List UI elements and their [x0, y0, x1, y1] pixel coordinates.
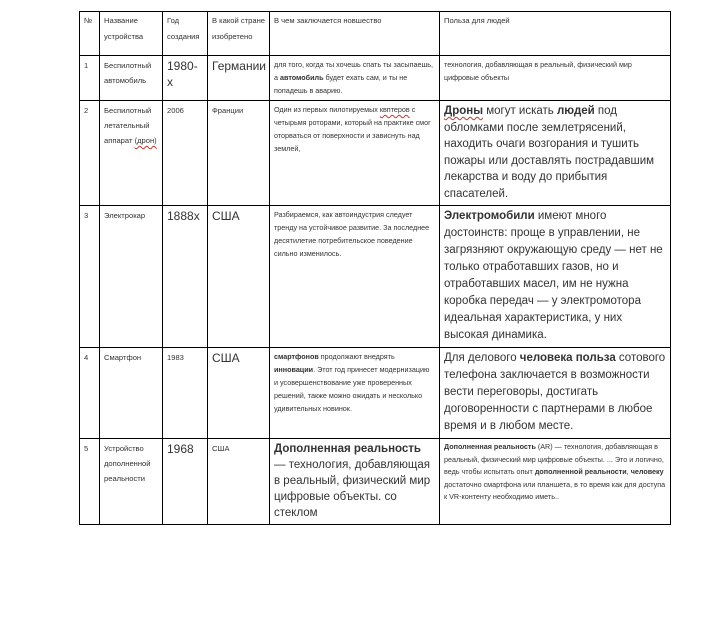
- row-number: 4: [80, 348, 100, 439]
- devices-table: [79, 11, 671, 525]
- novelty-misspelled: квптеров: [379, 105, 410, 114]
- country: Германии: [208, 56, 270, 101]
- benefit-part: имеют много достоинств: проще в управлении, не загрязняют окружающую среду — нет не только отработавших газов, но и отработавших масел, им не нужна коробка передач — у электромотора идеальная характеристика, у них высокая динамика.: [444, 210, 663, 341]
- benefit-text: технология, добавляющая в реальный, физический мир цифровые объекты: [440, 56, 671, 101]
- device-name-line: (дрон): [134, 136, 157, 145]
- header-benefit: Польза для людей: [440, 12, 671, 56]
- novelty-part: продолжают внедрять: [318, 352, 395, 361]
- creation-year: 1980-х: [163, 56, 208, 101]
- novelty-part: будет ехать сам, и ты не попадешь в аварию.: [274, 73, 408, 95]
- country: США: [208, 206, 270, 348]
- benefit-bold: людей: [556, 105, 595, 117]
- benefit-text: [440, 101, 671, 206]
- benefit-part: (AR) — технология, добавляющая в реальный, физический мир цифровые объекты. ... Это и логично, ведь чтобы испытать опыт: [444, 442, 664, 476]
- device-name: [100, 101, 163, 206]
- device-name: Смартфон: [100, 348, 163, 439]
- header-country: В какой стране изобретено: [208, 12, 270, 56]
- benefit-bold: дополненной реальности: [534, 467, 627, 476]
- row-number: 2: [80, 101, 100, 206]
- table-row: [80, 439, 671, 525]
- row-number: 1: [80, 56, 100, 101]
- novelty-bold: Дополненная реальность: [274, 443, 421, 455]
- creation-year: 1968: [163, 439, 208, 525]
- benefit-part: могут искать: [483, 105, 557, 117]
- benefit-text: [440, 439, 671, 525]
- header-device-name: Название устройства: [100, 12, 163, 56]
- benefit-text: [440, 348, 671, 439]
- device-name: Электрокар: [100, 206, 163, 348]
- benefit-text: [440, 206, 671, 348]
- benefit-bold: человека польза: [519, 352, 616, 364]
- country: США: [208, 348, 270, 439]
- country: Франции: [208, 101, 270, 206]
- novelty-part: с четырьмя роторами, который на практике смог оторваться от поверхности и зависнуть над землей,: [274, 105, 431, 153]
- novelty-text: [270, 101, 440, 206]
- benefit-bold: Дополненная реальность: [444, 442, 536, 451]
- device-name: Устройство дополненной реальности: [100, 439, 163, 525]
- benefit-part: сотового телефона заключается в возможности вести переговоры, достигать договоренности с партнерами в любое время и в любом месте.: [444, 352, 666, 432]
- device-name-line: Беспилотный летательный аппарат: [104, 106, 152, 145]
- benefit-part: достаточно смартфона или планшета, в то время как для доступа к VR-контенту необходимо иметь..: [444, 479, 666, 501]
- novelty-bold: смартфонов: [274, 352, 319, 361]
- novelty-part: для того, когда ты хочешь спать ты засыпаешь, а: [274, 60, 433, 82]
- novelty-part: . Этот год принесет модернизацию и усовершенствование уже проверенных решений, также можно ожидать и несколько удивительных новинок.: [274, 365, 430, 413]
- novelty-text: [270, 348, 440, 439]
- device-name: Беспилотный автомобиль: [100, 56, 163, 101]
- header-novelty: В чем заключается новшество: [270, 12, 440, 56]
- novelty-part: Один из первых пилотируемых: [274, 105, 380, 114]
- novelty-bold: инновации: [274, 365, 314, 374]
- benefit-bold: Электромобили: [444, 210, 535, 222]
- novelty-text: [270, 56, 440, 101]
- novelty-text: [270, 439, 440, 525]
- benefit-part: ,: [626, 467, 631, 476]
- benefit-part: Для делового: [444, 352, 520, 364]
- table-row: [80, 348, 671, 439]
- benefit-bold: Дроны: [444, 105, 484, 117]
- table-row: [80, 206, 671, 348]
- creation-year: 1888х: [163, 206, 208, 348]
- header-number: №: [80, 12, 100, 56]
- row-number: 3: [80, 206, 100, 348]
- benefit-part: под обломками после землетрясений, находить очаги возгорания и тушить пожары или доставлять пострадавшим лекарства и воду до прибытия спасателей.: [444, 105, 655, 200]
- row-number: 5: [80, 439, 100, 525]
- table-row: [80, 56, 671, 101]
- novelty-text: Разбираемся, как автоиндустрия следует тренду на устойчивое развитие. За последнее десятилетие потребительское поведение сильно изменилось.: [270, 206, 440, 348]
- creation-year: 2006: [163, 101, 208, 206]
- novelty-bold: автомобиль: [280, 73, 324, 82]
- benefit-bold: человеку: [630, 467, 664, 476]
- table-header-row: [80, 12, 671, 56]
- creation-year: 1983: [163, 348, 208, 439]
- country: США: [208, 439, 270, 525]
- novelty-part: — технология, добавляющая в реальный, физический мир цифровые объекты. со стеклом: [274, 459, 431, 519]
- table-row: [80, 101, 671, 206]
- header-year: Год создания: [163, 12, 208, 56]
